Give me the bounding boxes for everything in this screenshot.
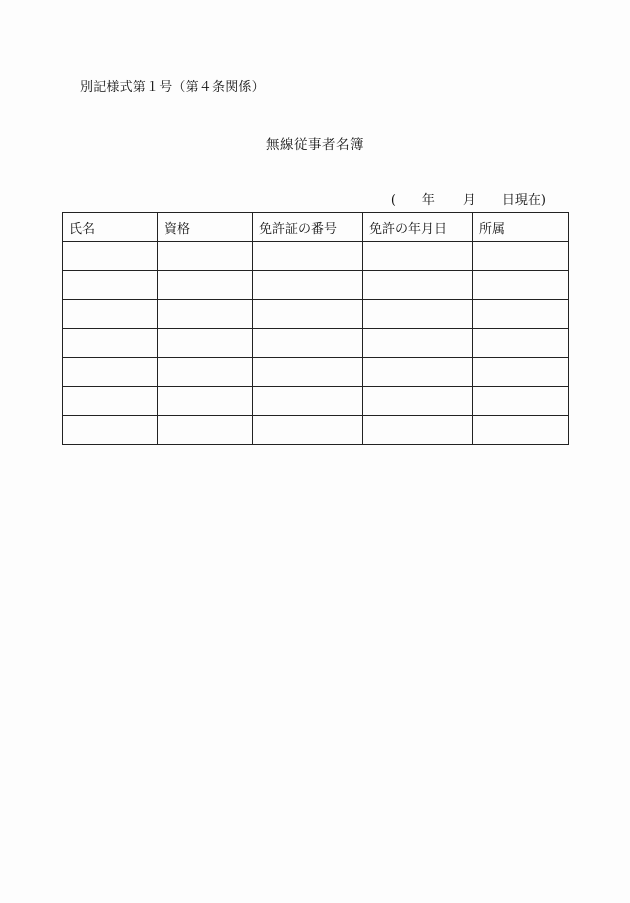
cell-license-date[interactable] — [363, 271, 473, 300]
cell-name[interactable] — [63, 387, 158, 416]
cell-license-date[interactable] — [363, 416, 473, 445]
cell-license-number[interactable] — [253, 358, 363, 387]
cell-license-number[interactable] — [253, 300, 363, 329]
cell-name[interactable] — [63, 358, 158, 387]
cell-name[interactable] — [63, 329, 158, 358]
table-row — [63, 242, 569, 271]
header-license-number: 免許証の番号 — [253, 213, 363, 242]
cell-license-date[interactable] — [363, 358, 473, 387]
header-qualification: 資格 — [158, 213, 253, 242]
table-row — [63, 271, 569, 300]
cell-qualification[interactable] — [158, 416, 253, 445]
register-table — [62, 212, 569, 445]
as-of-month-label: 月 — [462, 193, 476, 208]
header-row — [63, 213, 569, 242]
table-row — [63, 358, 569, 387]
cell-affiliation[interactable] — [473, 387, 569, 416]
as-of-day-suffix: 日現在) — [501, 193, 546, 208]
document-title: 無線従事者名簿 — [266, 137, 364, 153]
as-of-year-label: 年 — [421, 193, 435, 208]
header-affiliation: 所属 — [473, 213, 569, 242]
header-name: 氏名 — [63, 213, 158, 242]
cell-license-number[interactable] — [253, 329, 363, 358]
table-row — [63, 387, 569, 416]
cell-license-number[interactable] — [253, 416, 363, 445]
cell-qualification[interactable] — [158, 358, 253, 387]
cell-license-date[interactable] — [363, 329, 473, 358]
cell-qualification[interactable] — [158, 242, 253, 271]
cell-affiliation[interactable] — [473, 300, 569, 329]
table-row — [63, 329, 569, 358]
cell-name[interactable] — [63, 416, 158, 445]
cell-license-date[interactable] — [363, 387, 473, 416]
as-of-open-paren: ( — [390, 193, 396, 208]
cell-license-number[interactable] — [253, 271, 363, 300]
cell-license-date[interactable] — [363, 300, 473, 329]
cell-affiliation[interactable] — [473, 358, 569, 387]
cell-affiliation[interactable] — [473, 416, 569, 445]
header-license-date: 免許の年月日 — [363, 213, 473, 242]
cell-license-date[interactable] — [363, 242, 473, 271]
cell-qualification[interactable] — [158, 271, 253, 300]
cell-affiliation[interactable] — [473, 242, 569, 271]
cell-license-number[interactable] — [253, 242, 363, 271]
cell-name[interactable] — [63, 271, 158, 300]
cell-qualification[interactable] — [158, 329, 253, 358]
cell-license-number[interactable] — [253, 387, 363, 416]
as-of-date-line — [391, 189, 546, 208]
cell-affiliation[interactable] — [473, 329, 569, 358]
cell-qualification[interactable] — [158, 300, 253, 329]
table-row — [63, 416, 569, 445]
cell-affiliation[interactable] — [473, 271, 569, 300]
cell-name[interactable] — [63, 242, 158, 271]
table-row — [63, 300, 569, 329]
register-body — [63, 242, 569, 445]
form-reference: 別記様式第１号（第４条関係） — [80, 80, 265, 95]
cell-name[interactable] — [63, 300, 158, 329]
cell-qualification[interactable] — [158, 387, 253, 416]
